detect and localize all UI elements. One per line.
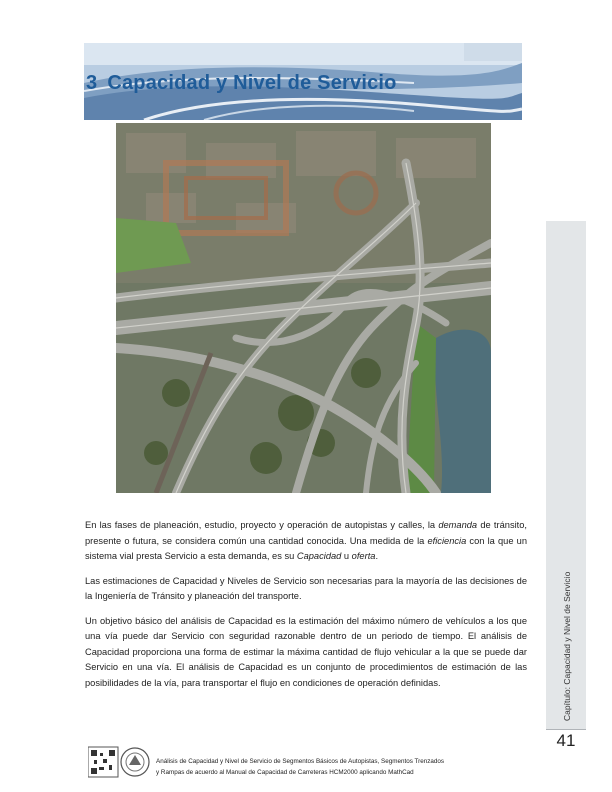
side-tab-label: Capítulo: Capacidad y Nivel de Servicio [562, 571, 572, 721]
paragraph-1 [85, 518, 527, 565]
p1-text-g: u [341, 551, 352, 561]
interchange-illustration [116, 123, 491, 493]
paragraph-2: Las estimaciones de Capacidad y Niveles de Servicio son necesarias para la mayoría de las decisiones de la Ingeniería de Tránsito y planeación del transporte. [85, 575, 527, 601]
p1-text-c: de tránsito, presente o futura, se considera común una cantidad conocida. Una medida de la [85, 520, 527, 546]
p1-emphasis-eficiencia: eficiencia [427, 535, 467, 546]
footer-line-2: y Rampas de acuerdo al Manual de Capacidad de Carreteras HCM2000 aplicando MathCad [156, 769, 414, 776]
p1-emphasis-oferta: oferta [351, 551, 376, 561]
highway-interchange-photo [116, 123, 491, 493]
chapter-title [86, 72, 397, 95]
p1-emphasis-capacidad: Capacidad [296, 551, 342, 561]
university-seals [88, 745, 150, 781]
footer-text [156, 756, 536, 778]
paragraph-3: Un objetivo básico del análisis de Capacidad es la estimación del máximo número de vehículos a los que una vía puede dar Servicio con seguridad razonable dentro de un periodo de tiempo. El análisis de Capacidad proporciona una forma de estimar la máxima cantidad de flujo vehicular a la que se puede dar Servicio en una vía. El análisis de Capacidad es un conjunto de procedimientos de estimación de las posibilidades de la vía, para transportar el flujo en condiciones de operación definidas. [85, 615, 527, 688]
chapter-title-text: Capacidad y Nivel de Servicio [107, 72, 397, 94]
p1-text-i: . [375, 551, 379, 561]
page-number: 41 [556, 731, 576, 750]
p1-text-a: En las fases de planeación, estudio, proyecto y operación de autopistas y calles, la [85, 520, 439, 530]
p1-emphasis-demanda: demanda [438, 520, 478, 530]
p1-text-e: con la que un sistema vial presta Servicio a esta demanda, es su [85, 535, 527, 561]
chapter-number: 3 [86, 72, 98, 94]
footer-line-1: Análisis de Capacidad y Nivel de Servicio de Segmentos Básicos de Autopistas, Segmentos Trenzados [156, 758, 445, 765]
footer-logos [88, 745, 150, 786]
body-text [85, 518, 527, 700]
